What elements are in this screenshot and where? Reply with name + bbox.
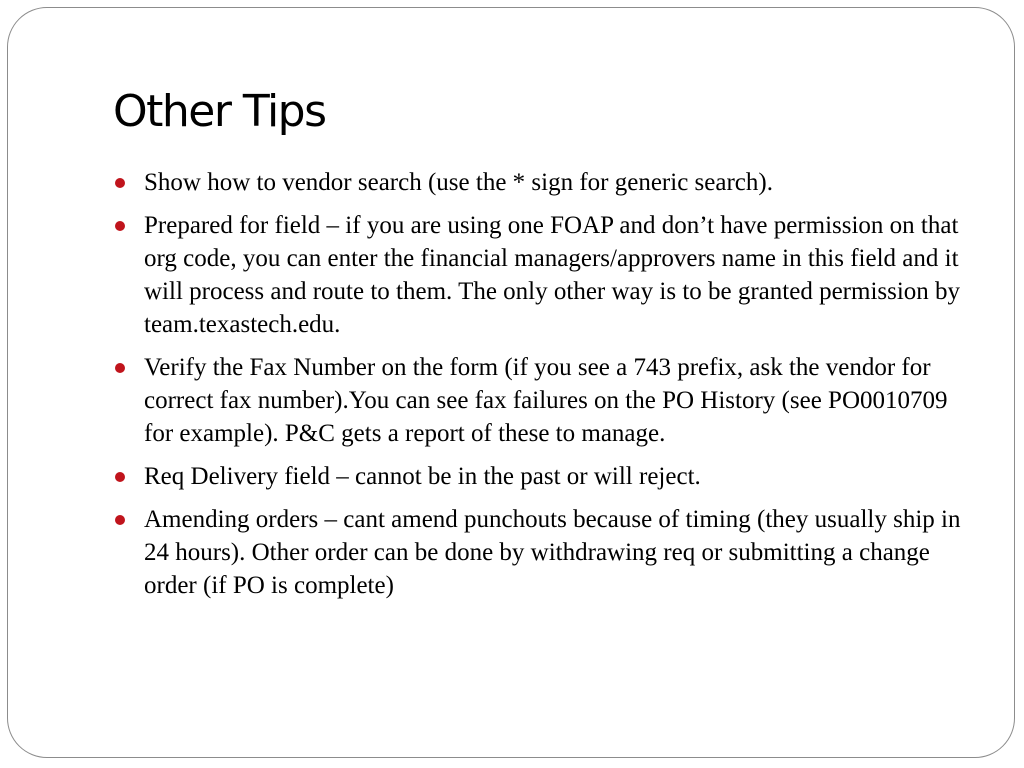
bullet-dot-icon xyxy=(115,178,125,188)
bullet-text: Verify the Fax Number on the form (if you see a 743 prefix, ask the vendor for correct fax number).You can see fax failures on the PO History (see PO0010709 for example). P&C gets a report of these to manage. xyxy=(144,354,948,447)
bullet-dot-icon xyxy=(115,472,125,482)
bullet-list xyxy=(113,166,973,612)
bullet-item-amending-orders xyxy=(113,503,973,602)
bullet-item-fax-number xyxy=(113,351,973,450)
slide-title: Other Tips xyxy=(113,86,326,137)
bullet-text: Prepared for field – if you are using one FOAP and don’t have permission on that org code, you can enter the financial managers/approvers name in this field and it will process and route to them. The only other way is to be granted permission by team.texastech.edu. xyxy=(144,212,961,338)
bullet-text: Req Delivery field – cannot be in the past or will reject. xyxy=(144,463,701,490)
bullet-item-req-delivery xyxy=(113,460,973,493)
bullet-text: Amending orders – cant amend punchouts because of timing (they usually ship in 24 hours). Other order can be done by withdrawing req or submitting a change order (if PO is complete) xyxy=(144,506,961,599)
bullet-item-vendor-search xyxy=(113,166,973,199)
bullet-dot-icon xyxy=(115,363,125,373)
bullet-item-prepared-for xyxy=(113,209,973,341)
bullet-text: Show how to vendor search (use the * sign for generic search). xyxy=(144,169,773,196)
bullet-dot-icon xyxy=(115,515,125,525)
bullet-dot-icon xyxy=(115,221,125,231)
